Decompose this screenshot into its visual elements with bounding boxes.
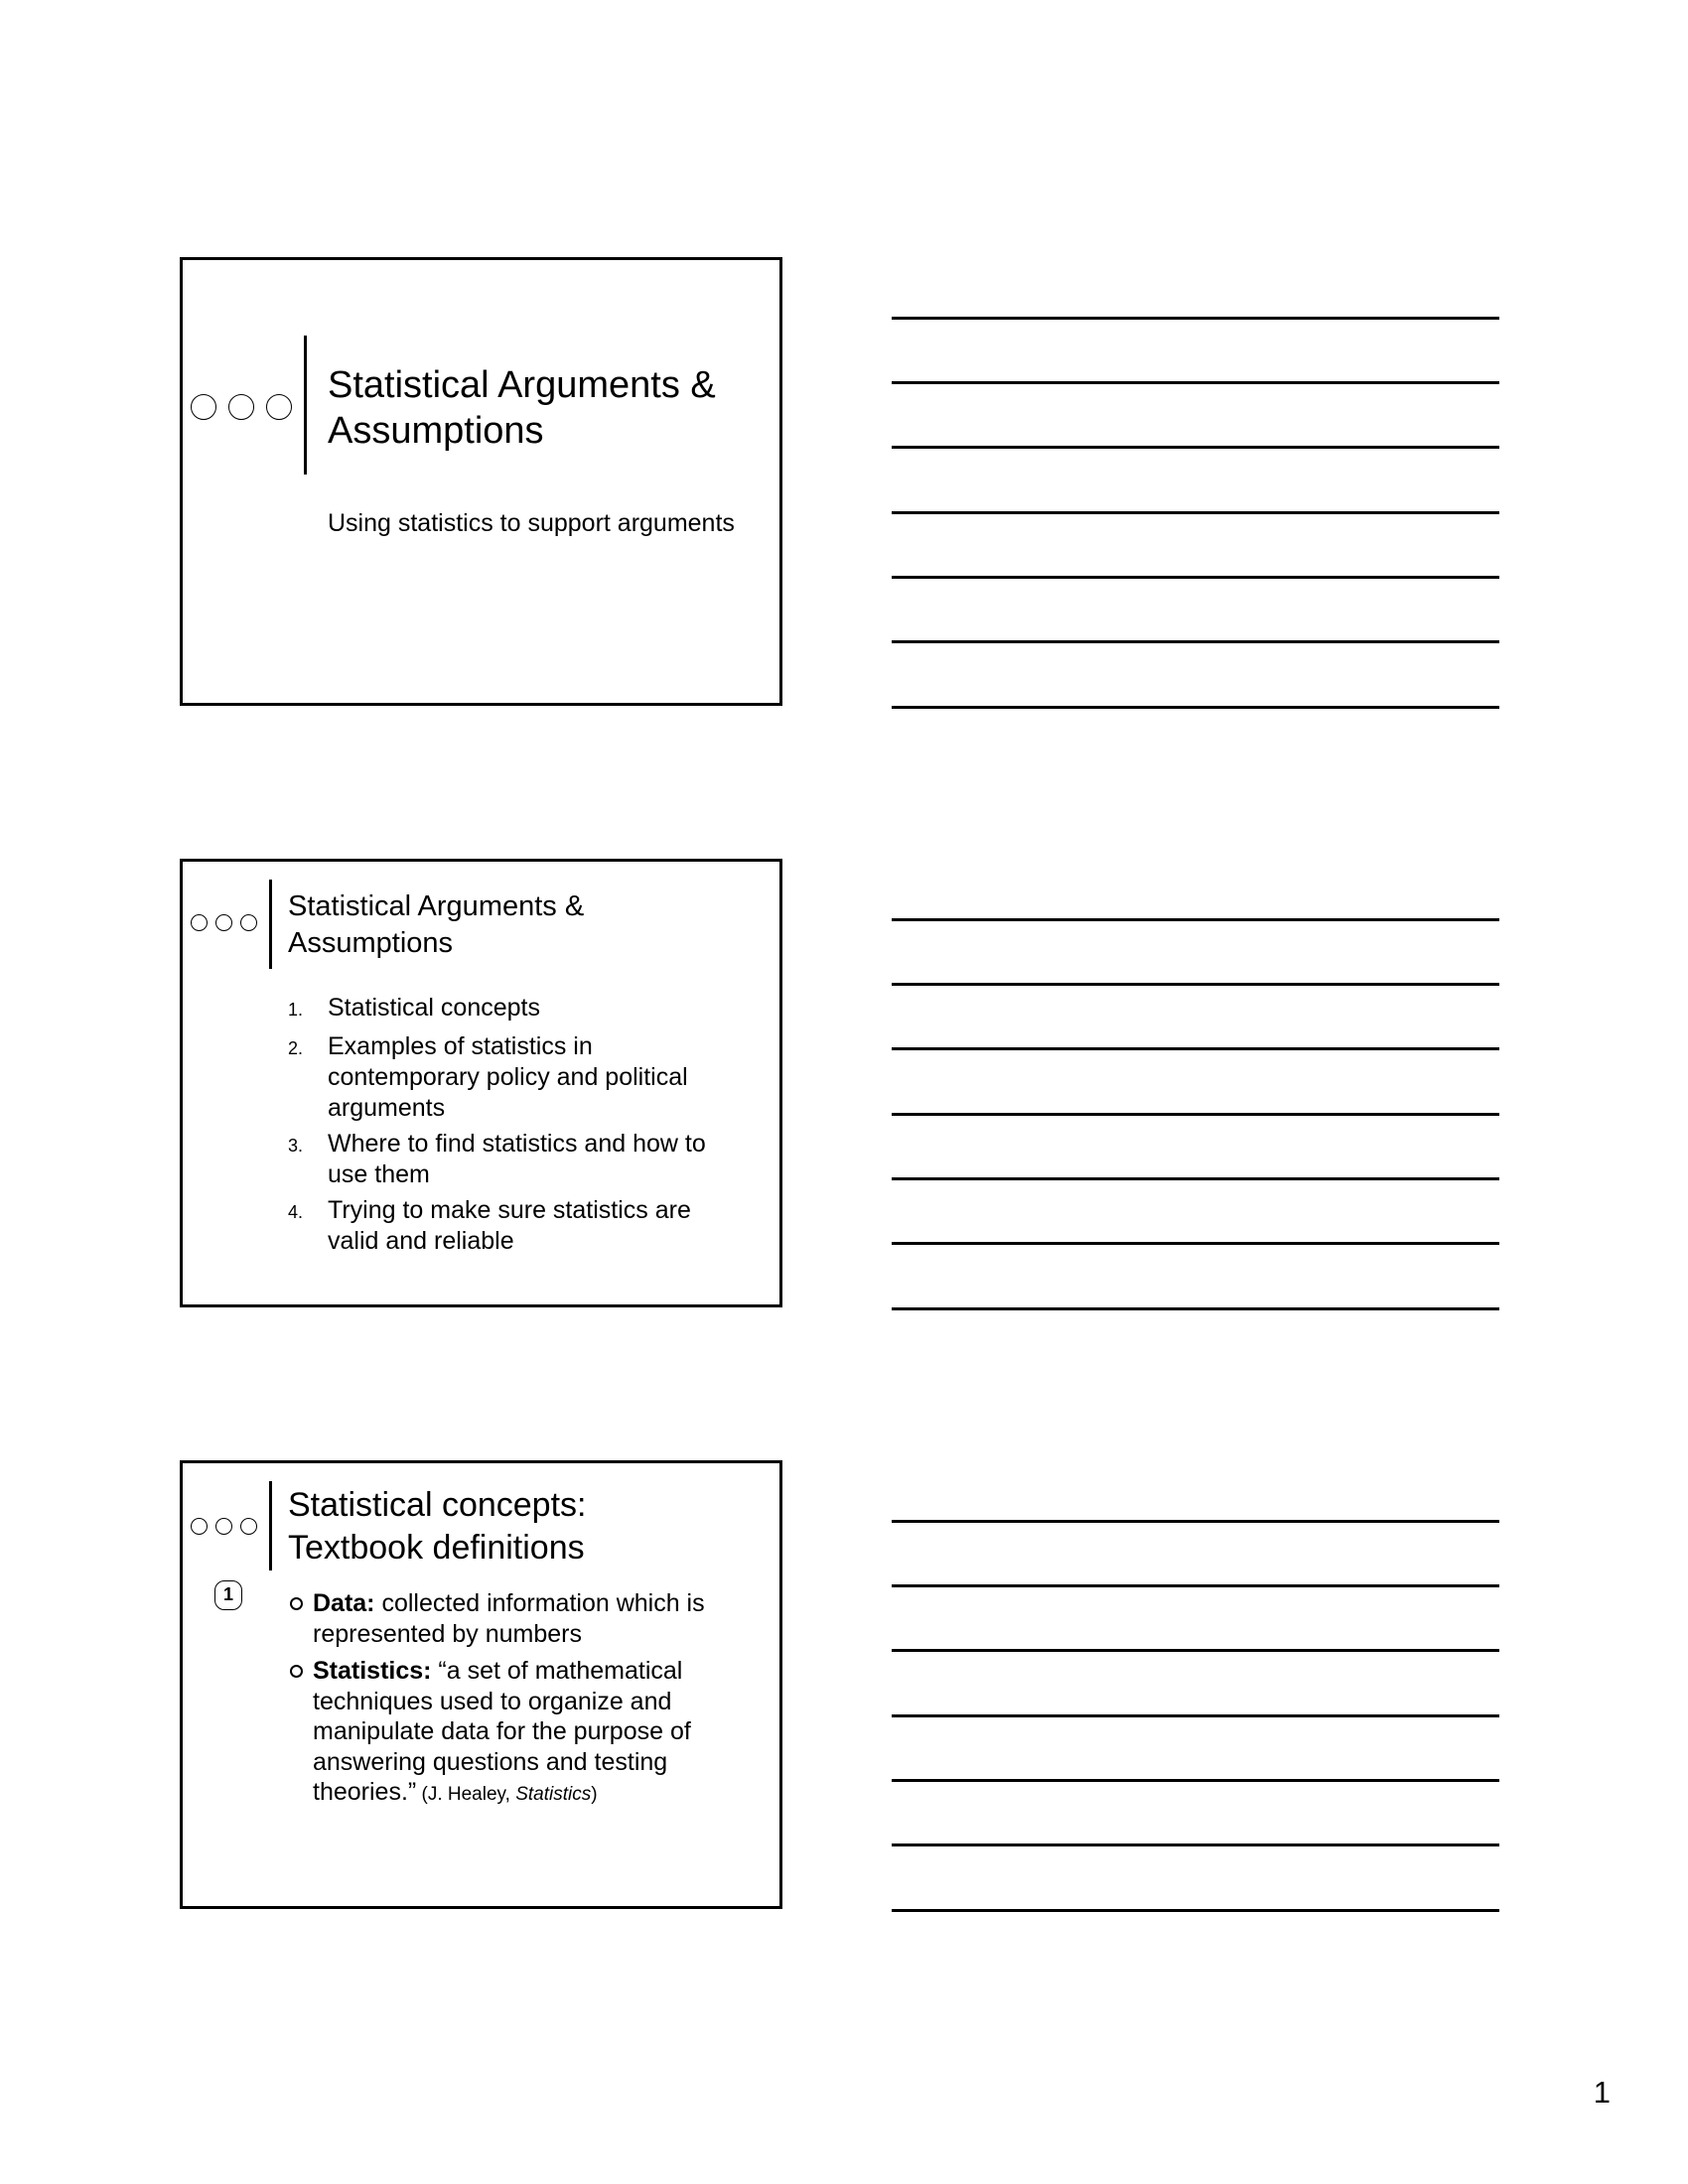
list-item: 3. Where to find statistics and how to use them	[288, 1130, 706, 1188]
note-line	[892, 1843, 1499, 1846]
slide-decoration-circles	[191, 1518, 257, 1535]
list-item: Statistics: “a set of mathematical techniques used to organize and manipulate data for the purpose of answering questions and testing theories.” (J. Healey, Statistics)	[290, 1656, 727, 1811]
circle-icon	[240, 914, 257, 931]
circle-icon	[266, 394, 292, 420]
bullet-circle-icon	[290, 1597, 303, 1610]
note-line	[892, 446, 1499, 449]
list-item: Data: collected information which is represented by numbers	[290, 1588, 727, 1649]
note-line	[892, 317, 1499, 320]
slide-subtitle: Using statistics to support arguments	[328, 509, 735, 537]
circle-icon	[228, 394, 254, 420]
slide-title: Statistical Arguments & Assumptions	[288, 890, 585, 960]
list-item: 2. Examples of statistics in contemporary policy and political arguments	[288, 1032, 688, 1122]
note-line	[892, 640, 1499, 643]
note-line	[892, 1113, 1499, 1116]
note-line	[892, 381, 1499, 384]
note-line	[892, 1909, 1499, 1912]
list-item: 4. Trying to make sure statistics are valid and reliable	[288, 1196, 691, 1255]
circle-icon	[215, 914, 232, 931]
slide-number-badge: 1	[214, 1580, 242, 1610]
slide-title: Statistical Arguments & Assumptions	[328, 364, 716, 453]
list-item: 1. Statistical concepts	[288, 994, 540, 1022]
note-line	[892, 1779, 1499, 1782]
note-line	[892, 706, 1499, 709]
title-divider	[304, 336, 307, 475]
slide-decoration-circles	[191, 394, 292, 420]
bullet-circle-icon	[290, 1665, 303, 1678]
citation: (J. Healey, Statistics)	[416, 1784, 598, 1805]
note-line	[892, 1047, 1499, 1050]
note-line	[892, 918, 1499, 921]
title-divider	[269, 1481, 272, 1570]
title-divider	[269, 880, 272, 969]
slide-title: Statistical concepts: Textbook definitions	[288, 1486, 587, 1567]
note-line	[892, 576, 1499, 579]
note-line	[892, 1242, 1499, 1245]
numbered-list	[288, 993, 745, 1262]
note-line	[892, 1714, 1499, 1717]
circle-icon	[191, 914, 208, 931]
circle-icon	[215, 1518, 232, 1535]
note-line	[892, 1307, 1499, 1310]
note-line	[892, 1520, 1499, 1523]
slide-thumbnail-3	[180, 1460, 782, 1909]
circle-icon	[240, 1518, 257, 1535]
circle-icon	[191, 1518, 208, 1535]
bullet-list	[290, 1588, 727, 1818]
note-line	[892, 1649, 1499, 1652]
note-line	[892, 983, 1499, 986]
note-line	[892, 1177, 1499, 1180]
circle-icon	[191, 394, 216, 420]
slide-decoration-circles	[191, 914, 257, 931]
slide-thumbnail-2	[180, 859, 782, 1307]
page-number: 1	[1593, 2075, 1611, 2110]
note-line	[892, 511, 1499, 514]
slide-thumbnail-1	[180, 257, 782, 706]
note-line	[892, 1584, 1499, 1587]
